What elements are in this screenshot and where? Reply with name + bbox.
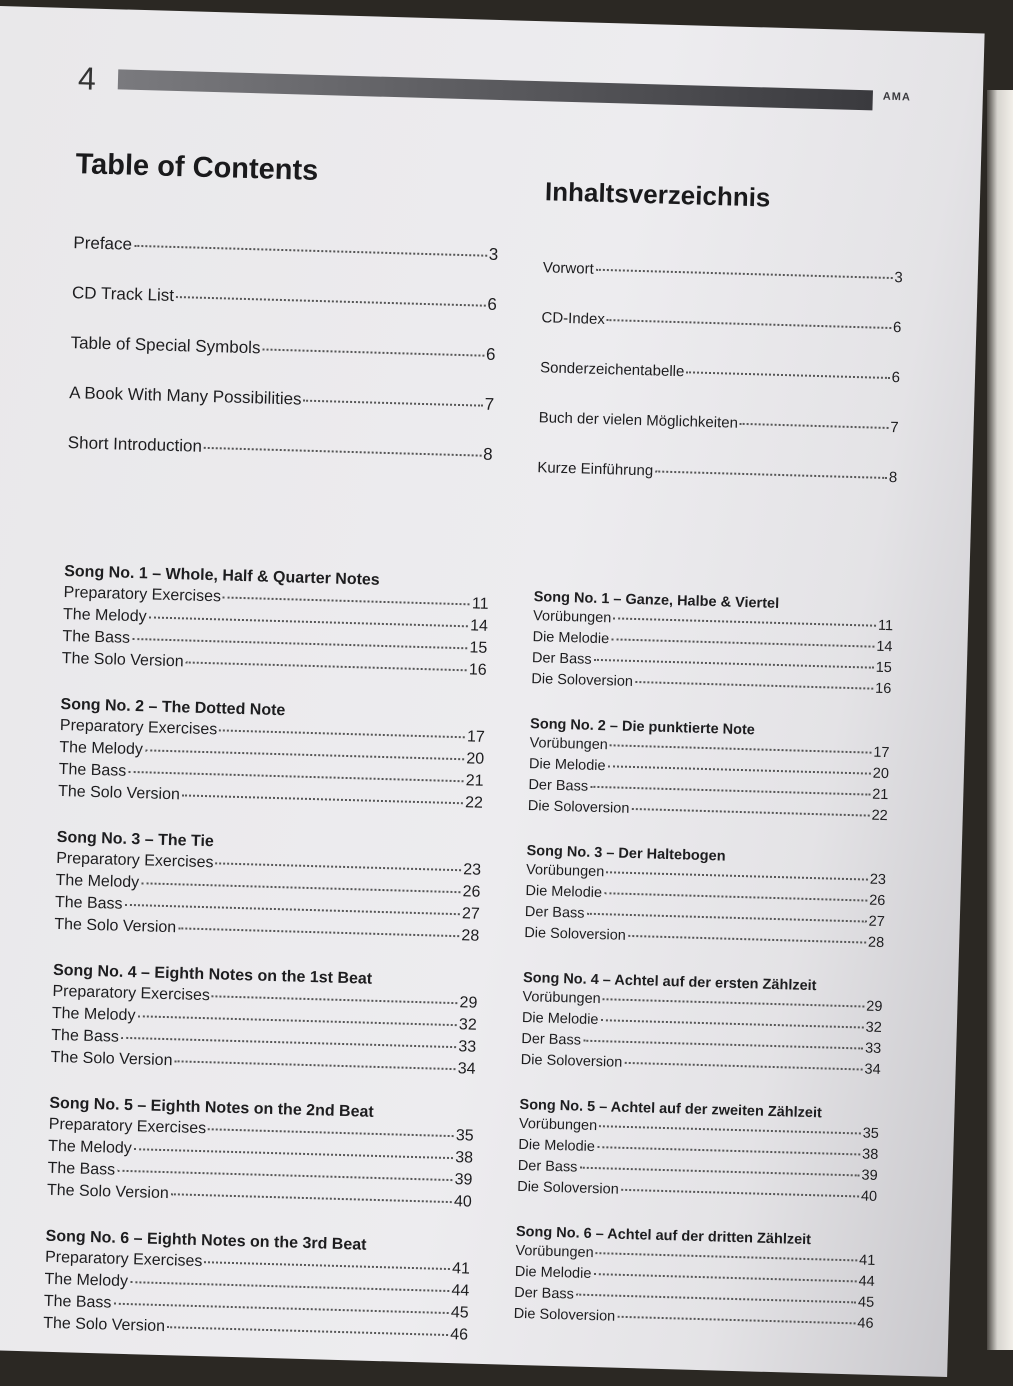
- english-title: Table of Contents: [75, 148, 319, 187]
- song-title: Song No. 5 – Eighth Notes on the 2nd Beat: [49, 1094, 374, 1121]
- toc-entry-page: 26: [868, 892, 886, 910]
- song-title: Song No. 4 – Achtel auf der ersten Zählzeit: [522, 969, 817, 995]
- toc-entry-page: 39: [454, 1171, 473, 1189]
- toc-entry-page: 6: [892, 319, 902, 337]
- toc-entry-label: The Melody: [47, 1137, 132, 1158]
- dot-leader: [204, 447, 481, 457]
- toc-entry-label: Vorübungen: [518, 1115, 598, 1135]
- toc-entry-page: 38: [454, 1149, 474, 1167]
- toc-entry-label: CD-Index: [541, 309, 606, 329]
- toc-entry-label: Die Soloversion: [524, 925, 627, 944]
- dot-leader: [223, 596, 470, 605]
- toc-entry-label: Preparatory Exercises: [63, 584, 222, 606]
- toc-entry-label: Vorübungen: [529, 735, 609, 754]
- toc-entry-page: 44: [858, 1273, 875, 1290]
- toc-entry: [536, 459, 897, 519]
- dot-leader: [121, 1037, 457, 1048]
- toc-entry-label: Die Soloversion: [517, 1178, 619, 1198]
- toc-entry-page: 33: [458, 1038, 477, 1056]
- toc-entry-page: 23: [463, 861, 482, 879]
- toc-entry: [67, 433, 493, 495]
- dot-leader: [303, 400, 482, 407]
- dot-leader: [593, 1273, 856, 1282]
- song-section: [520, 970, 883, 1083]
- toc-entry-label: The Solo Version: [43, 1314, 166, 1336]
- dot-leader: [134, 1148, 454, 1159]
- toc-entry-page: 14: [876, 638, 893, 656]
- toc-entry-page: 35: [862, 1125, 880, 1142]
- dot-leader: [613, 617, 876, 626]
- toc-entry-label: The Solo Version: [46, 1181, 170, 1203]
- song-title: Song No. 3 – Der Haltebogen: [526, 843, 726, 865]
- dot-leader: [145, 749, 465, 760]
- dot-leader: [167, 1326, 448, 1336]
- toc-entry-page: 8: [482, 444, 493, 464]
- page-number: 4: [77, 60, 97, 97]
- toc-entry-page: 28: [461, 927, 480, 945]
- song-title: Song No. 5 – Achtel auf der zweiten Zählzeit: [519, 1096, 823, 1122]
- toc-entry-page: 7: [889, 419, 899, 437]
- toc-entry-page: 26: [462, 883, 481, 901]
- toc-entry-label: Preparatory Exercises: [48, 1115, 207, 1138]
- toc-entry-label: Die Melodie: [532, 629, 610, 648]
- dot-leader: [178, 927, 459, 937]
- dot-leader: [174, 1060, 455, 1070]
- toc-entry-label: Preparatory Exercises: [52, 982, 211, 1005]
- song-title: Song No. 1 – Whole, Half & Quarter Notes: [63, 563, 380, 589]
- dot-leader: [610, 744, 872, 753]
- toc-entry-page: 41: [451, 1260, 471, 1278]
- toc-entry-page: 20: [466, 750, 485, 768]
- adjacent-page-edge: [987, 90, 1013, 1350]
- dot-leader: [597, 1146, 860, 1155]
- toc-entry-label: Short Introduction: [67, 433, 203, 456]
- toc-entry-label: The Bass: [58, 760, 127, 780]
- toc-entry-label: Die Melodie: [514, 1263, 592, 1283]
- dot-leader: [611, 638, 874, 647]
- dot-leader: [212, 995, 458, 1004]
- dot-leader: [594, 659, 874, 669]
- toc-entry-page: 41: [858, 1252, 876, 1269]
- toc-entry-label: The Melody: [55, 871, 140, 892]
- toc-entry-page: 29: [866, 998, 883, 1016]
- dot-leader: [590, 786, 870, 796]
- toc-entry-page: 46: [857, 1315, 874, 1332]
- toc-entry-label: Der Bass: [528, 777, 589, 795]
- dot-leader: [604, 892, 867, 901]
- dot-leader: [655, 470, 887, 478]
- dot-leader: [740, 423, 888, 429]
- toc-entry-page: 16: [874, 680, 892, 698]
- toc-entry-label: The Bass: [54, 893, 123, 913]
- toc-entry-page: 33: [864, 1040, 882, 1058]
- toc-entry-label: Sonderzeichentabelle: [539, 359, 685, 381]
- toc-entry-page: 6: [485, 344, 496, 364]
- dot-leader: [128, 771, 464, 782]
- publisher-logo: AMA: [882, 90, 912, 104]
- dot-leader: [624, 1062, 862, 1071]
- toc-entry-label: The Melody: [44, 1270, 129, 1291]
- toc-entry-label: Der Bass: [524, 904, 585, 922]
- toc-entry-page: 44: [451, 1282, 470, 1300]
- song-title: Song No. 2 – Die punktierte Note: [529, 716, 756, 739]
- toc-entry-label: Die Soloversion: [520, 1051, 623, 1071]
- dot-leader: [583, 1040, 863, 1050]
- dot-leader: [686, 371, 889, 379]
- toc-entry-label: The Bass: [51, 1026, 120, 1046]
- song-title: Song No. 1 – Ganze, Halbe & Viertel: [533, 589, 780, 612]
- toc-entry-page: 14: [469, 617, 489, 635]
- toc-entry-label: Der Bass: [531, 650, 592, 668]
- dot-leader: [617, 1316, 855, 1325]
- toc-entry-label: Der Bass: [517, 1157, 578, 1176]
- dot-leader: [603, 998, 865, 1007]
- dot-leader: [208, 1128, 454, 1137]
- toc-entry-page: 17: [873, 744, 890, 762]
- toc-entry-label: The Solo Version: [57, 782, 181, 804]
- toc-entry-page: 20: [872, 765, 890, 783]
- toc-entry-page: 15: [469, 639, 488, 657]
- song-section: [517, 1097, 880, 1210]
- dot-leader: [186, 661, 467, 671]
- toc-entry-label: Preparatory Exercises: [59, 716, 218, 739]
- toc-entry-label: Der Bass: [521, 1030, 582, 1049]
- toc-entry-page: 45: [450, 1304, 469, 1322]
- toc-entry-label: The Solo Version: [50, 1048, 173, 1070]
- toc-entry-page: 38: [861, 1146, 879, 1163]
- toc-entry-label: Kurze Einführung: [537, 459, 654, 480]
- song-title: Song No. 6 – Eighth Notes on the 3rd Beat: [45, 1227, 367, 1254]
- toc-entry-label: Buch der vielen Möglichkeiten: [538, 409, 739, 432]
- toc-entry-page: 40: [453, 1193, 473, 1211]
- toc-entry-page: 34: [864, 1061, 881, 1079]
- dot-leader: [171, 1193, 452, 1203]
- dot-leader: [182, 794, 463, 804]
- dot-leader: [579, 1167, 859, 1177]
- toc-entry-page: 23: [869, 871, 887, 889]
- toc-entry-page: 11: [877, 617, 894, 635]
- toc-entry-page: 17: [466, 728, 486, 746]
- song-section: [524, 843, 887, 956]
- toc-entry-label: The Bass: [62, 627, 131, 647]
- dot-leader: [219, 729, 465, 738]
- toc-entry-label: Die Melodie: [528, 756, 606, 775]
- song-title: Song No. 4 – Eighth Notes on the 1st Beat: [52, 961, 373, 988]
- song-section: [54, 829, 482, 950]
- toc-entry-label: The Melody: [62, 606, 147, 626]
- english-column: [42, 148, 501, 1372]
- dot-leader: [216, 862, 462, 871]
- dot-leader: [132, 638, 468, 649]
- dot-leader: [631, 808, 869, 817]
- dot-leader: [635, 681, 873, 690]
- dot-leader: [149, 616, 469, 627]
- toc-entry-label: Der Bass: [514, 1284, 575, 1303]
- toc-entry-label: Vorübungen: [525, 862, 605, 881]
- toc-entry-label: Preparatory Exercises: [44, 1248, 203, 1271]
- dot-leader: [204, 1261, 450, 1270]
- toc-entry-page: 6: [487, 294, 498, 314]
- toc-entry-page: 15: [875, 659, 893, 677]
- toc-entry-label: CD Track List: [71, 283, 175, 305]
- song-section: [61, 563, 489, 684]
- toc-entry-page: 8: [888, 469, 898, 487]
- dot-leader: [621, 1189, 859, 1198]
- dot-leader: [576, 1294, 856, 1304]
- dot-leader: [113, 1303, 449, 1314]
- toc-entry-page: 21: [871, 786, 889, 804]
- toc-entry-label: Preface: [73, 233, 133, 254]
- dot-leader: [125, 904, 461, 915]
- toc-entry-label: The Melody: [59, 738, 144, 759]
- toc-entry-label: Die Melodie: [521, 1009, 599, 1029]
- song-title: Song No. 3 – The Tie: [56, 828, 215, 851]
- toc-entry-label: The Solo Version: [54, 915, 177, 937]
- dot-leader: [607, 319, 891, 329]
- dot-leader: [117, 1170, 453, 1181]
- german-column: [513, 176, 906, 1361]
- toc-entry-page: 45: [857, 1294, 875, 1311]
- toc-entry-label: Preparatory Exercises: [55, 849, 214, 872]
- toc-entry-label: Vorübungen: [532, 608, 612, 627]
- toc-entry-label: Die Soloversion: [513, 1305, 616, 1325]
- song-section: [47, 1095, 475, 1216]
- toc-entry-page: 39: [861, 1167, 878, 1184]
- toc-entry-page: 32: [865, 1019, 883, 1037]
- dot-leader: [262, 348, 484, 356]
- dot-leader: [130, 1281, 450, 1292]
- dot-leader: [134, 245, 487, 257]
- toc-entry-label: Die Soloversion: [527, 798, 630, 817]
- toc-entry-page: 6: [891, 369, 901, 387]
- song-section: [43, 1228, 471, 1349]
- toc-entry-page: 22: [871, 807, 888, 825]
- toc-entry-page: 3: [488, 244, 499, 265]
- german-front-matter: [536, 259, 903, 519]
- dot-leader: [606, 871, 868, 880]
- toc-entry-page: 21: [465, 772, 484, 790]
- german-title: Inhaltsverzeichnis: [544, 176, 771, 213]
- toc-entry-page: 7: [484, 394, 495, 414]
- dot-leader: [600, 1019, 863, 1028]
- toc-entry-label: The Solo Version: [61, 649, 184, 671]
- dot-leader: [137, 1015, 457, 1026]
- toc-entry-label: Die Soloversion: [531, 671, 634, 690]
- song-section: [531, 589, 894, 702]
- song-title: Song No. 6 – Achtel auf der dritten Zählzeit: [515, 1223, 812, 1249]
- toc-entry-page: 40: [860, 1188, 878, 1205]
- dot-leader: [599, 1125, 861, 1134]
- toc-entry-label: Vorwort: [542, 259, 594, 278]
- song-section: [50, 962, 478, 1083]
- toc-entry-label: Die Melodie: [525, 883, 603, 902]
- toc-entry-label: Table of Special Symbols: [70, 333, 261, 358]
- toc-entry-label: The Melody: [51, 1004, 136, 1025]
- dot-leader: [176, 296, 485, 307]
- song-section: [513, 1224, 876, 1337]
- english-front-matter: [67, 233, 499, 495]
- toc-entry-page: 46: [450, 1326, 469, 1344]
- dot-leader: [596, 269, 893, 279]
- toc-entry-page: 3: [894, 269, 903, 287]
- dot-leader: [608, 765, 871, 774]
- german-songs: [513, 589, 893, 1337]
- toc-entry-page: 35: [455, 1127, 474, 1145]
- song-section: [528, 716, 891, 829]
- toc-entry-page: 27: [868, 913, 885, 931]
- song-title: Song No. 2 – The Dotted Note: [60, 695, 286, 720]
- toc-entry-label: Vorübungen: [515, 1242, 594, 1262]
- dot-leader: [596, 1252, 858, 1261]
- toc-entry-page: 27: [461, 905, 481, 923]
- dot-leader: [628, 935, 866, 944]
- toc-entry-page: 22: [464, 794, 484, 812]
- english-songs: [43, 563, 489, 1349]
- dot-leader: [586, 913, 866, 923]
- toc-entry-page: 16: [468, 661, 487, 679]
- book-page: [0, 6, 985, 1377]
- toc-entry-label: The Bass: [47, 1159, 116, 1179]
- dot-leader: [141, 882, 461, 893]
- toc-entry-page: 28: [867, 934, 885, 952]
- toc-entry-page: 29: [459, 994, 478, 1012]
- toc-entry-label: A Book With Many Possibilities: [68, 383, 302, 409]
- header-bar: [118, 69, 873, 110]
- toc-entry-page: 11: [471, 595, 489, 613]
- toc-entry-label: Vorübungen: [522, 988, 601, 1008]
- song-section: [58, 696, 486, 817]
- toc-entry-page: 34: [457, 1060, 476, 1078]
- toc-entry-page: 32: [458, 1016, 477, 1034]
- toc-entry-label: The Bass: [43, 1292, 112, 1312]
- toc-entry-label: Die Melodie: [518, 1136, 596, 1156]
